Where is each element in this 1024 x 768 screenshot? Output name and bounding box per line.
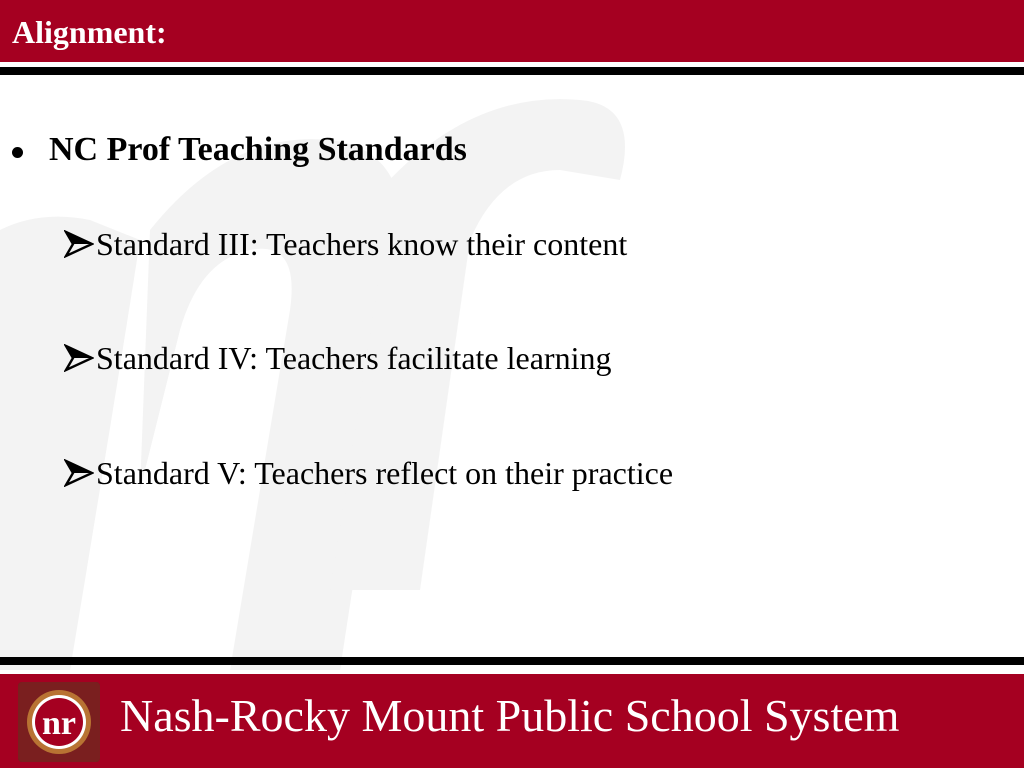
sub-item-text: Standard V: Teachers reflect on their practice — [96, 455, 674, 491]
main-bullet — [12, 128, 467, 172]
organization-name: Nash-Rocky Mount Public School System — [120, 690, 900, 741]
sub-item-text: Standard IV: Teachers facilitate learning — [96, 340, 612, 376]
arrow-bullet-icon — [64, 459, 94, 487]
arrow-bullet-icon — [64, 230, 94, 258]
sub-item — [64, 338, 611, 378]
sub-item — [64, 224, 627, 264]
sub-item — [64, 453, 673, 493]
slide-title: Alignment: — [12, 14, 167, 50]
bullet-dot-icon — [12, 147, 23, 158]
svg-text:nr: nr — [42, 705, 76, 742]
main-bullet-text: NC Prof Teaching Standards — [49, 131, 467, 168]
sub-item-text: Standard III: Teachers know their content — [96, 226, 628, 262]
arrow-bullet-icon — [64, 344, 94, 372]
